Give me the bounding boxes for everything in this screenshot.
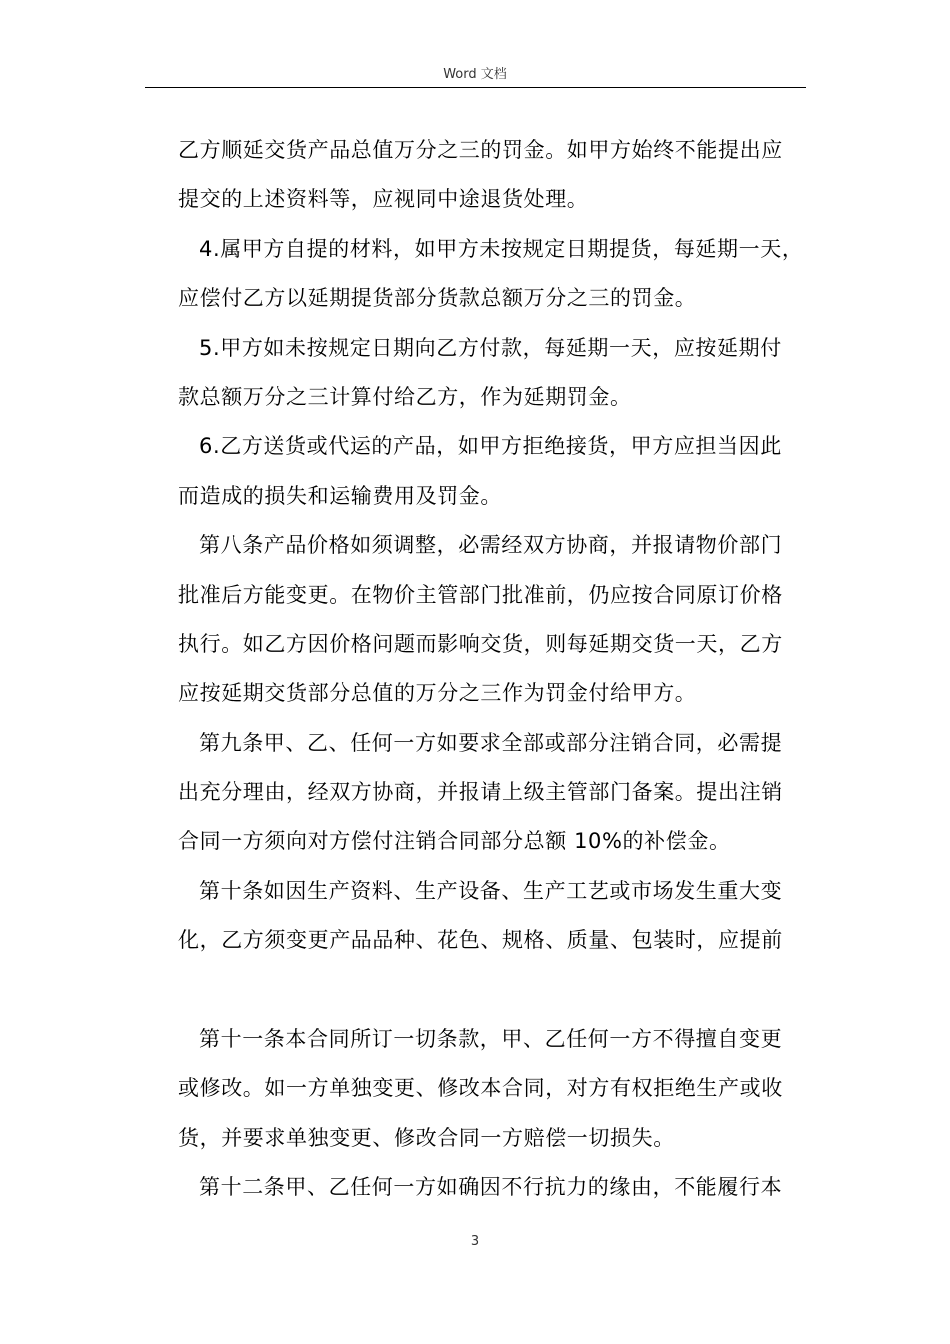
body-line: 或修改。如一方单独变更、修改本合同，对方有权拒绝生产或收 [178, 1076, 783, 1101]
page-number: 3 [470, 1234, 480, 1249]
body-line: 5.甲方如未按规定日期向乙方付款，每延期一天，应按延期付 [199, 335, 782, 360]
body-line: 第十条如因生产资料、生产设备、生产工艺或市场发生重大变 [199, 878, 783, 903]
body-line: 化，乙方须变更产品品种、花色、规格、质量、包装时，应提前 [178, 928, 783, 953]
body-line: 出充分理由，经双方协商，并报请上级主管部门备案。提出注销 [178, 780, 783, 805]
body-line: 款总额万分之三计算付给乙方，作为延期罚金。 [178, 384, 632, 409]
body-line: 第十一条本合同所订一切条款，甲、乙任何一方不得擅自变更 [199, 1027, 783, 1052]
body-line: 第十二条甲、乙任何一方如确因不行抗力的缘由，不能履行本 [199, 1175, 783, 1200]
body-line: 乙方顺延交货产品总值万分之三的罚金。如甲方始终不能提出应 [178, 138, 783, 162]
body-line: 4.属甲方自提的材料，如甲方未按规定日期提货，每延期一天， [199, 236, 804, 261]
body-line: 货，并要求单独变更、修改合同一方赔偿一切损失。 [178, 1125, 675, 1150]
body-line: 而造成的损失和运输费用及罚金。 [178, 483, 502, 508]
body-line: 第九条甲、乙、任何一方如要求全部或部分注销合同，必需提 [199, 730, 783, 755]
blank-line [178, 966, 806, 1015]
body-line: 应按延期交货部分总值的万分之三作为罚金付给甲方。 [178, 681, 697, 706]
header-divider [145, 87, 806, 88]
body-line: 执行。如乙方因价格问题而影响交货，则每延期交货一天，乙方 [178, 631, 783, 656]
body-line: 合同一方须向对方偿付注销合同部分总额 10%的补偿金。 [178, 829, 731, 854]
body-line: 第八条产品价格如须调整，必需经双方协商，并报请物价部门 [199, 533, 783, 558]
body-line: 提交的上述资料等，应视同中途退货处理。 [178, 187, 589, 212]
document-header-title: Word 文档 [443, 67, 507, 82]
body-line: 6.乙方送货或代运的产品，如甲方拒绝接货，甲方应担当因此 [199, 434, 782, 459]
body-line: 应偿付乙方以延期提货部分货款总额万分之三的罚金。 [178, 286, 697, 311]
document-body [178, 126, 806, 1213]
body-line: 批准后方能变更。在物价主管部门批准前，仍应按合同原订价格 [178, 582, 783, 607]
